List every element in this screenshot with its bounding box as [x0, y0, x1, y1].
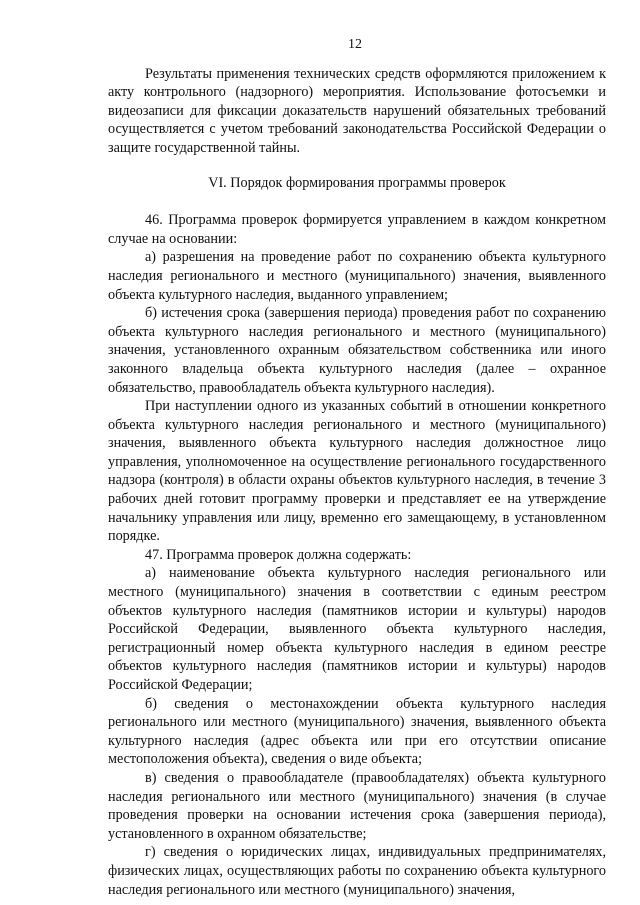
- paragraph-intro: Результаты применения технических средств оформляются приложением к акту контрольного (надзорного) мероприятия. Использование фотосъемки и видеозаписи для фиксации доказательств нарушений обязательных требований осуществляется с учетом требований законодательства Российской Федерации о защите государственной тайны.: [108, 65, 606, 156]
- paragraph-46-events: При наступлении одного из указанных событий в отношении конкретного объекта культурного наследия регионального и местного (муниципального) значения, выявленного объекта культурного наследия должностное лицо управления, уполномоченное на осуществление регионального государственного надзора (контроля) в области охраны объектов культурного наследия, в течение 3 рабочих дней готовит программу проверки и представляет ее на утверждение начальнику управления или лицу, временно его замещающему, в установленном порядке.: [108, 398, 606, 545]
- paragraph-47: 47. Программа проверок должна содержать:: [145, 546, 412, 563]
- paragraph-46: 46. Программа проверок формируется управлением в каждом конкретном случае на основании:: [108, 212, 606, 247]
- document-page: [108, 36, 606, 899]
- section-heading: VI. Порядок формирования программы проверок: [208, 174, 506, 191]
- paragraph-47-v: в) сведения о правообладателе (правообладателях) объекта культурного наследия регионального или местного (муниципального) значения (в случае проведения проверки на основании истечения срока (завершения периода), установленного в охранном обязательстве;: [108, 769, 606, 842]
- paragraph-46-b: б) истечения срока (завершения периода) проведения работ по сохранению объекта культурного наследия регионального и местного (муниципального) значения, установленного охранным обязательством собственника или иного законного владельца объекта культурного наследия (далее – охранное обязательство, правообладатель объекта культурного наследия).: [108, 305, 606, 396]
- paragraph-47-g: г) сведения о юридических лицах, индивидуальных предпринимателях, физических лицах, осуществляющих работы по сохранению объекта культурного наследия регионального или местного (муниципального) значения,: [108, 844, 606, 898]
- page-number: 12: [348, 37, 362, 52]
- paragraph-46-a: а) разрешения на проведение работ по сохранению объекта культурного наследия регионального и местного (муниципального) значения, выявленного объекта культурного наследия, выданного управлением;: [108, 249, 606, 303]
- paragraph-47-b: б) сведения о местонахождении объекта культурного наследия регионального или местного (муниципального) значения, выявленного объекта культурного наследия (адрес объекта или при его отсутствии описание местоположения объекта), сведения о виде объекта;: [108, 695, 606, 768]
- paragraph-47-a: а) наименование объекта культурного наследия регионального или местного (муниципального) значения в соответствии с единым реестром объектов культурного наследия (памятников истории и культуры) народов Российской Федерации, выявленного объекта культурного наследия, регистрационный номер объекта культурного наследия в едином реестре объектов культурного наследия (памятников истории и культуры) народов Российской Федерации;: [108, 565, 606, 693]
